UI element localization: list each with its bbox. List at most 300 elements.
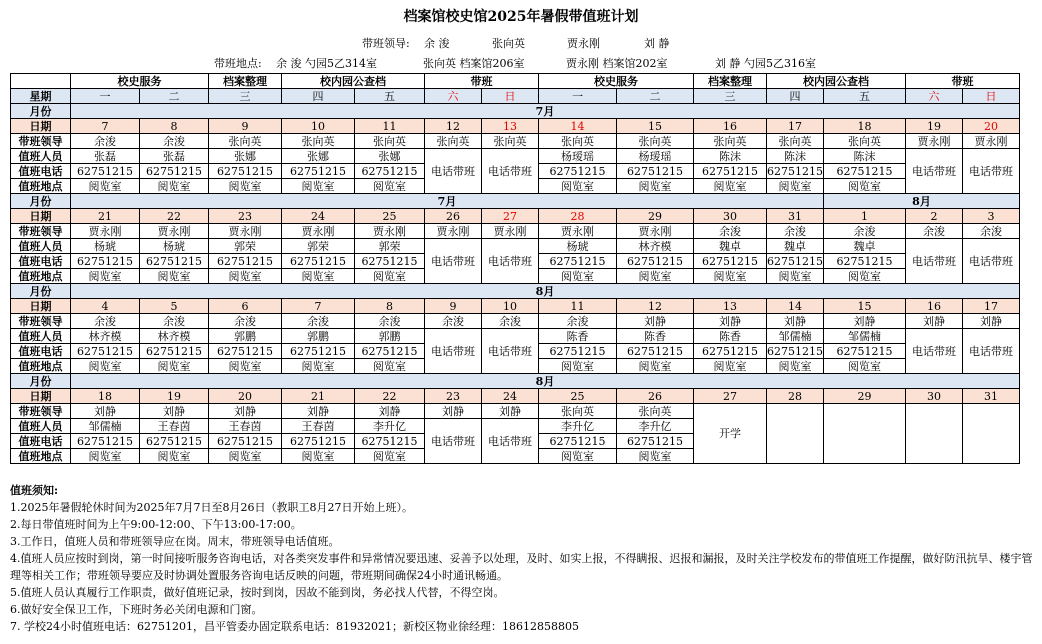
- phone-cell: 62751215: [694, 254, 767, 269]
- leader-cell: 刘静: [355, 404, 425, 419]
- leader-cell: 张向英: [694, 134, 767, 149]
- group-header: 档案整理: [209, 74, 282, 89]
- date-cell: 8: [140, 119, 209, 134]
- staff-cell: 陈香: [617, 329, 694, 344]
- phone-duty-cell: 电话带班: [482, 329, 539, 374]
- leader-label: 带班领导: [11, 224, 71, 239]
- date-cell: 10: [482, 299, 539, 314]
- date-label: 日期: [11, 119, 71, 134]
- place-cell: 阅览室: [617, 449, 694, 464]
- date-cell: 12: [425, 119, 482, 134]
- phone-duty-cell: 电话带班: [425, 149, 482, 194]
- date-cell: 25: [539, 389, 617, 404]
- leader-cell: 余浚: [71, 134, 140, 149]
- phone-cell: 62751215: [767, 164, 823, 178]
- leader-cell: 张向英: [617, 134, 694, 149]
- date-label: 日期: [11, 299, 71, 314]
- place-cell: 阅览室: [209, 449, 282, 464]
- leader-cell: 余浚: [209, 314, 282, 329]
- phone-cell: 62751215: [617, 164, 694, 179]
- phone-cell: 62751215: [282, 254, 355, 269]
- staff-cell: 魏卓: [694, 239, 767, 254]
- weekday-cell: 一: [539, 89, 617, 104]
- leader-cell: 张向英: [767, 134, 824, 149]
- phone-cell: 62751215: [355, 254, 425, 269]
- date-cell: 31: [767, 209, 824, 224]
- leader-name: 张向英: [492, 37, 525, 50]
- weekday-cell: 二: [617, 89, 694, 104]
- leader-cell: 贾永刚: [282, 224, 355, 239]
- place-cell: 阅览室: [617, 269, 694, 284]
- phone-cell: 62751215: [71, 254, 140, 269]
- leader-cell: 贾永刚: [539, 224, 617, 239]
- empty-cell: [824, 404, 906, 464]
- leaders-label: 带班领导:: [362, 37, 410, 50]
- date-cell: 18: [824, 119, 906, 134]
- place-cell: 阅览室: [71, 449, 140, 464]
- weekday-cell: 二: [140, 89, 209, 104]
- phone-cell: 62751215: [71, 164, 140, 179]
- leader-name: 刘 静: [644, 37, 670, 50]
- leader-cell: 张向英: [539, 134, 617, 149]
- leader-cell: 刘静: [140, 404, 209, 419]
- school-start-cell: 开学: [694, 404, 767, 464]
- date-cell: 20: [209, 389, 282, 404]
- date-cell: 27: [482, 209, 539, 224]
- leader-cell: 张向英: [482, 134, 539, 149]
- phone-cell: 62751215: [140, 254, 209, 269]
- place-label: 值班地点: [11, 359, 71, 374]
- staff-cell: 郭荣: [282, 239, 355, 254]
- leader-name: 余 浚: [424, 37, 450, 50]
- leader-cell: 贾永刚: [140, 224, 209, 239]
- phone-cell: 62751215: [282, 434, 355, 449]
- staff-cell: 杨琥: [71, 239, 140, 254]
- phone-label: 值班电话: [11, 164, 71, 179]
- date-cell: 11: [355, 119, 425, 134]
- place-label: 值班地点: [11, 179, 71, 194]
- month-cell: 7月: [71, 194, 824, 209]
- date-cell: 31: [963, 389, 1020, 404]
- date-cell: 22: [355, 389, 425, 404]
- staff-label: 值班人员: [11, 329, 71, 344]
- leader-cell: 张向英: [539, 404, 617, 419]
- date-cell: 17: [767, 119, 824, 134]
- staff-cell: 李升亿: [617, 419, 694, 434]
- place-cell: 阅览室: [355, 449, 425, 464]
- weekday-cell: 四: [767, 89, 824, 104]
- phone-label: 值班电话: [11, 254, 71, 269]
- staff-cell: 杨瑷瑶: [617, 149, 694, 164]
- phone-label: 值班电话: [11, 434, 71, 449]
- phone-cell: 62751215: [617, 434, 694, 449]
- date-cell: 9: [425, 299, 482, 314]
- month-label: 月份: [11, 284, 71, 299]
- place-cell: 阅览室: [282, 269, 355, 284]
- month-label: 月份: [11, 104, 71, 119]
- phone-duty-cell: 电话带班: [906, 329, 963, 374]
- staff-cell: 郭鹏: [355, 329, 425, 344]
- place-cell: 阅览室: [355, 269, 425, 284]
- date-label: 日期: [11, 209, 71, 224]
- staff-cell: 王春茵: [209, 419, 282, 434]
- note-item: 4.值班人员应按时到岗，第一时间接听服务咨询电话，对各类突发事件和异常情况要迅速、妥善予以处理，及时、如实上报，不得瞒报、迟报和漏报，及时关注学校发布的带值班工作提醒，做好防汛抗旱、楼宇管理等相关工作；带班领导要应及时协调处置服务咨询电话反映的问题，带班期间确保24小时通讯畅通。: [10, 552, 1033, 582]
- staff-cell: 张娜: [209, 149, 282, 164]
- staff-cell: 林齐模: [140, 329, 209, 344]
- phone-cell: 62751215: [355, 344, 425, 359]
- group-header: 校内园公查档: [282, 74, 425, 89]
- staff-cell: 郭鹏: [282, 329, 355, 344]
- phone-cell: 62751215: [694, 344, 767, 359]
- leader-cell: 余浚: [482, 314, 539, 329]
- phone-duty-cell: 电话带班: [963, 329, 1020, 374]
- place-cell: 阅览室: [282, 449, 355, 464]
- place-cell: 阅览室: [140, 269, 209, 284]
- phone-cell: 62751215: [824, 164, 906, 179]
- date-cell: 19: [140, 389, 209, 404]
- date-cell: 28: [767, 389, 824, 404]
- date-cell: 2: [906, 209, 963, 224]
- staff-label: 值班人员: [11, 239, 71, 254]
- group-header: 校史服务: [539, 74, 694, 89]
- phone-duty-cell: 电话带班: [482, 419, 539, 464]
- staff-cell: 陈香: [539, 329, 617, 344]
- date-cell: 8: [355, 299, 425, 314]
- date-cell: 14: [767, 299, 824, 314]
- staff-cell: 陈沫: [694, 149, 767, 164]
- leader-cell: 刘静: [617, 314, 694, 329]
- leader-cell: 刘静: [694, 314, 767, 329]
- places-label: 带班地点:: [214, 57, 262, 70]
- leader-cell: 张向英: [282, 134, 355, 149]
- phone-duty-cell: 电话带班: [906, 149, 963, 194]
- phone-cell: 62751215: [539, 344, 617, 359]
- staff-cell: 张磊: [71, 149, 140, 164]
- weekday-cell: 五: [355, 89, 425, 104]
- staff-cell: 张磊: [140, 149, 209, 164]
- place-cell: 阅览室: [767, 269, 824, 284]
- leader-label: 带班领导: [11, 314, 71, 329]
- date-cell: 26: [425, 209, 482, 224]
- phone-cell: 62751215: [209, 254, 282, 269]
- leader-cell: 余浚: [694, 224, 767, 239]
- leader-cell: 贾永刚: [355, 224, 425, 239]
- date-cell: 19: [906, 119, 963, 134]
- place-cell: 阅览室: [767, 179, 824, 194]
- place-cell: 阅览室: [694, 359, 767, 374]
- staff-label: 值班人员: [11, 149, 71, 164]
- place-item: 余 浚 勺园5乙314室: [276, 57, 377, 70]
- leader-cell: 余浚: [282, 314, 355, 329]
- staff-cell: 林齐模: [71, 329, 140, 344]
- weekday-cell: 三: [694, 89, 767, 104]
- note-item: 2.每日带值班时间为上午9:00-12:00、下午13:00-17:00。: [10, 518, 302, 531]
- staff-cell: 郭荣: [355, 239, 425, 254]
- place-label: 值班地点: [11, 449, 71, 464]
- phone-cell: 62751215: [209, 434, 282, 449]
- phone-cell: 62751215: [767, 344, 823, 358]
- group-header: 校内园公查档: [767, 74, 906, 89]
- phone-cell: 62751215: [539, 254, 617, 269]
- empty-cell: [963, 404, 1020, 464]
- leader-cell: 贾永刚: [617, 224, 694, 239]
- phone-cell: 62751215: [539, 434, 617, 449]
- leader-cell: 贾永刚: [482, 224, 539, 239]
- note-item: 7. 学校24小时值班电话：62751201，昌平管委办固定联系电话：81932021；新校区物业徐经理：18612858805: [10, 620, 579, 633]
- date-cell: 4: [71, 299, 140, 314]
- weekday-cell: 三: [209, 89, 282, 104]
- leader-label: 带班领导: [11, 134, 71, 149]
- leader-cell: 贾永刚: [906, 134, 963, 149]
- empty-cell: [767, 404, 824, 464]
- place-cell: 阅览室: [617, 179, 694, 194]
- weekday-cell: 日: [963, 89, 1020, 104]
- leader-cell: 余浚: [71, 314, 140, 329]
- phone-cell: 62751215: [209, 164, 282, 179]
- phone-cell: 62751215: [71, 434, 140, 449]
- weekday-cell: 一: [71, 89, 140, 104]
- date-cell: 6: [209, 299, 282, 314]
- leader-cell: 刘静: [482, 404, 539, 419]
- place-label: 值班地点: [11, 269, 71, 284]
- phone-duty-cell: 电话带班: [963, 239, 1020, 284]
- staff-cell: 陈香: [694, 329, 767, 344]
- date-cell: 30: [906, 389, 963, 404]
- leader-cell: 贾永刚: [71, 224, 140, 239]
- phone-cell: 62751215: [71, 344, 140, 359]
- staff-cell: 邹儒楠: [767, 329, 824, 344]
- place-cell: 阅览室: [694, 179, 767, 194]
- place-cell: 阅览室: [824, 269, 906, 284]
- phone-cell: 62751215: [209, 344, 282, 359]
- date-cell: 24: [282, 209, 355, 224]
- staff-cell: 邹儒楠: [824, 329, 906, 344]
- leader-cell: 余浚: [824, 224, 906, 239]
- staff-cell: 杨琥: [539, 239, 617, 254]
- staff-cell: 杨瑷瑶: [539, 149, 617, 164]
- date-cell: 17: [963, 299, 1020, 314]
- month-cell: 8月: [824, 194, 1020, 209]
- leader-cell: 张向英: [425, 134, 482, 149]
- corner-cell: [11, 74, 71, 89]
- group-header: 带班: [425, 74, 539, 89]
- note-item: 6.做好安全保卫工作，下班时务必关闭电源和门窗。: [10, 603, 263, 616]
- group-header: 带班: [906, 74, 1020, 89]
- date-cell: 16: [694, 119, 767, 134]
- place-cell: 阅览室: [140, 179, 209, 194]
- leader-cell: 余浚: [425, 314, 482, 329]
- leader-cell: 余浚: [963, 224, 1020, 239]
- phone-cell: 62751215: [140, 344, 209, 359]
- phone-cell: 62751215: [140, 434, 209, 449]
- staff-cell: 王春茵: [140, 419, 209, 434]
- place-cell: 阅览室: [539, 449, 617, 464]
- phone-cell: 62751215: [282, 164, 355, 179]
- date-cell: 11: [539, 299, 617, 314]
- place-cell: 阅览室: [824, 179, 906, 194]
- note-item: 3.工作日，值班人员和带班领导应在岗。周末，带班领导电话值班。: [10, 535, 340, 548]
- leader-cell: 刘静: [282, 404, 355, 419]
- place-cell: 阅览室: [209, 179, 282, 194]
- place-cell: 阅览室: [617, 359, 694, 374]
- staff-cell: 王春茵: [282, 419, 355, 434]
- date-cell: 22: [140, 209, 209, 224]
- phone-duty-cell: 电话带班: [482, 239, 539, 284]
- staff-cell: 陈沫: [767, 149, 824, 164]
- phone-cell: 62751215: [767, 254, 823, 268]
- date-cell: 13: [482, 119, 539, 134]
- leader-cell: 张向英: [617, 404, 694, 419]
- phone-cell: 62751215: [694, 164, 767, 179]
- date-cell: 5: [140, 299, 209, 314]
- place-cell: 阅览室: [140, 449, 209, 464]
- page-title: 档案馆校史馆2025年暑假带值班计划: [403, 9, 639, 25]
- weekday-cell: 四: [282, 89, 355, 104]
- phone-duty-cell: 电话带班: [963, 149, 1020, 194]
- date-cell: 15: [617, 119, 694, 134]
- date-cell: 20: [963, 119, 1020, 134]
- place-cell: 阅览室: [355, 179, 425, 194]
- leader-cell: 余浚: [140, 134, 209, 149]
- leader-cell: 贾永刚: [963, 134, 1020, 149]
- date-cell: 27: [694, 389, 767, 404]
- weekday-cell: 六: [425, 89, 482, 104]
- leader-cell: 贾永刚: [425, 224, 482, 239]
- leader-cell: 刘静: [767, 314, 824, 329]
- leader-cell: 张向英: [355, 134, 425, 149]
- staff-cell: 陈沫: [824, 149, 906, 164]
- date-label: 日期: [11, 389, 71, 404]
- place-cell: 阅览室: [539, 269, 617, 284]
- leader-cell: 张向英: [824, 134, 906, 149]
- phone-cell: 62751215: [617, 344, 694, 359]
- weekday-cell: 五: [824, 89, 906, 104]
- note-item: 1.2025年暑假轮休时间为2025年7月7日至8月26日（教职工8月27日开始上班）。: [10, 501, 413, 514]
- date-cell: 25: [355, 209, 425, 224]
- date-cell: 3: [963, 209, 1020, 224]
- phone-cell: 62751215: [355, 164, 425, 179]
- staff-cell: 张娜: [282, 149, 355, 164]
- date-cell: 18: [71, 389, 140, 404]
- month-label: 月份: [11, 374, 71, 389]
- date-cell: 30: [694, 209, 767, 224]
- place-cell: 阅览室: [355, 359, 425, 374]
- group-header: 校史服务: [71, 74, 209, 89]
- date-cell: 29: [824, 389, 906, 404]
- phone-duty-cell: 电话带班: [425, 239, 482, 284]
- date-cell: 1: [824, 209, 906, 224]
- date-cell: 9: [209, 119, 282, 134]
- phone-duty-cell: 电话带班: [906, 239, 963, 284]
- duty-schedule-table: [10, 73, 1020, 464]
- staff-cell: 张娜: [355, 149, 425, 164]
- leader-cell: 余浚: [906, 224, 963, 239]
- date-cell: 7: [282, 299, 355, 314]
- date-cell: 23: [209, 209, 282, 224]
- date-cell: 26: [617, 389, 694, 404]
- month-cell: 8月: [71, 374, 1020, 389]
- place-cell: 阅览室: [767, 359, 824, 374]
- leader-cell: 刘静: [209, 404, 282, 419]
- date-cell: 16: [906, 299, 963, 314]
- staff-cell: 郭荣: [209, 239, 282, 254]
- leader-cell: 贾永刚: [209, 224, 282, 239]
- date-cell: 7: [71, 119, 140, 134]
- phone-cell: 62751215: [355, 434, 425, 449]
- leader-cell: 刘静: [906, 314, 963, 329]
- month-cell: 7月: [71, 104, 1020, 119]
- place-item: 张向英 档案馆206室: [423, 57, 525, 70]
- date-cell: 23: [425, 389, 482, 404]
- staff-cell: 郭鹏: [209, 329, 282, 344]
- leader-cell: 余浚: [767, 224, 824, 239]
- duty-notes: [10, 482, 1035, 635]
- staff-cell: 李升亿: [539, 419, 617, 434]
- phone-duty-cell: 电话带班: [482, 149, 539, 194]
- staff-cell: 魏卓: [767, 239, 824, 254]
- staff-cell: 李升亿: [355, 419, 425, 434]
- month-cell: 8月: [71, 284, 1020, 299]
- notes-title: 值班须知:: [10, 484, 59, 497]
- leader-cell: 刘静: [824, 314, 906, 329]
- leader-cell: 刘静: [963, 314, 1020, 329]
- phone-label: 值班电话: [11, 344, 71, 359]
- place-cell: 阅览室: [140, 359, 209, 374]
- date-cell: 21: [282, 389, 355, 404]
- staff-cell: 魏卓: [824, 239, 906, 254]
- date-cell: 14: [539, 119, 617, 134]
- staff-cell: 林齐模: [617, 239, 694, 254]
- leader-cell: 刘静: [425, 404, 482, 419]
- date-cell: 15: [824, 299, 906, 314]
- place-item: 刘 静 勺园5乙316室: [715, 57, 816, 70]
- leader-cell: 张向英: [209, 134, 282, 149]
- phone-cell: 62751215: [824, 254, 906, 269]
- staff-cell: 杨琥: [140, 239, 209, 254]
- leader-cell: 余浚: [539, 314, 617, 329]
- place-cell: 阅览室: [282, 179, 355, 194]
- phone-cell: 62751215: [824, 344, 906, 359]
- place-cell: 阅览室: [539, 179, 617, 194]
- date-cell: 13: [694, 299, 767, 314]
- place-cell: 阅览室: [694, 269, 767, 284]
- empty-cell: [906, 404, 963, 464]
- weekday-cell: 六: [906, 89, 963, 104]
- phone-duty-cell: 电话带班: [425, 329, 482, 374]
- note-item: 5.值班人员认真履行工作职责，做好值班记录，按时到岗，因故不能到岗，务必找人代替，不得空岗。: [10, 586, 505, 599]
- place-item: 贾永刚 档案馆202室: [566, 57, 668, 70]
- leader-cell: 余浚: [355, 314, 425, 329]
- leader-cell: 余浚: [140, 314, 209, 329]
- leader-label: 带班领导: [11, 404, 71, 419]
- phone-cell: 62751215: [282, 344, 355, 359]
- place-cell: 阅览室: [209, 359, 282, 374]
- place-cell: 阅览室: [824, 359, 906, 374]
- date-cell: 21: [71, 209, 140, 224]
- date-cell: 10: [282, 119, 355, 134]
- staff-cell: 邹儒楠: [71, 419, 140, 434]
- date-cell: 12: [617, 299, 694, 314]
- leader-cell: 刘静: [71, 404, 140, 419]
- date-cell: 24: [482, 389, 539, 404]
- weekday-cell: 日: [482, 89, 539, 104]
- staff-label: 值班人员: [11, 419, 71, 434]
- date-cell: 29: [617, 209, 694, 224]
- date-cell: 28: [539, 209, 617, 224]
- place-cell: 阅览室: [209, 269, 282, 284]
- weekday-label: 星期: [11, 89, 71, 104]
- leader-name: 贾永刚: [567, 37, 600, 50]
